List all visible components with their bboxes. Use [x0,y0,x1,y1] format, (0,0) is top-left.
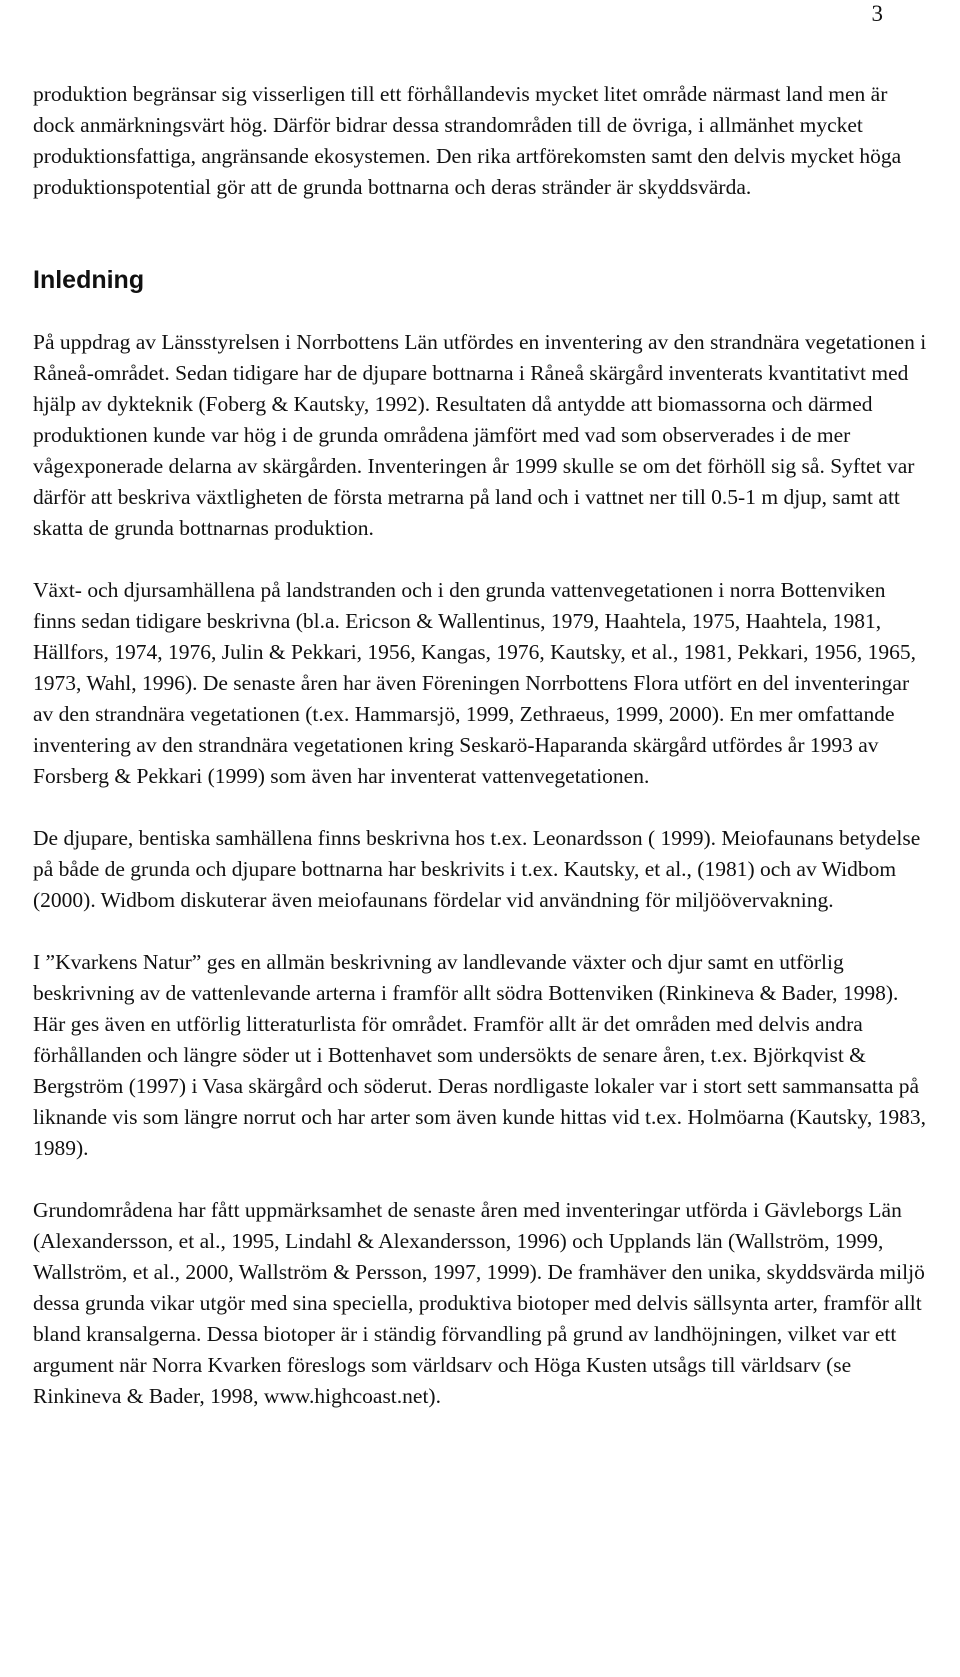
section-heading-inledning: Inledning [33,266,145,294]
paragraph-benthic-communities: De djupare, bentiska samhällena finns beskrivna hos t.ex. Leonardsson ( 1999). Meiofaunans betydelse på både de grunda och djupare bottnarna har beskrivits i t.ex. Kautsky, et al., (1981) och av Widbom (2000). Widbom diskuterar även meiofaunans fördelar vid användning för miljöövervakning. [33,826,921,912]
paragraph-kvarkens-natur: I ”Kvarkens Natur” ges en allmän beskrivning av landlevande växter och djur samt en utförlig beskrivning av de vattenlevande arterna i framför allt södra Bottenviken (Rinkineva & Bader, 1998). Här ges även en utförlig litteraturlista för området. Framför allt är det områden med delvis andra förhållanden och längre söder ut i Bottenhavet som undersökts de senare åren, t.ex. Björkqvist & Bergström (1997) i Vasa skärgård och söderut. Deras nordligaste lokaler var i stort sett sammansatta på liknande vis som längre norrut och har arter som även kunde hittas vid t.ex. Holmöarna (Kautsky, 1983, 1989). [33,950,927,1160]
paragraph-intro-continuation: produktion begränsar sig visserligen till ett förhållandevis mycket litet område närmast land men är dock anmärkningsvärt hög. Därför bidrar dessa strandområden till de övriga, i allmänhet mycket produktionsfattiga, angränsande ekosystemen. Den rika artförekomsten samt den delvis mycket höga produktionspotential gör att de grunda bottnarna och deras stränder är skyddsvärda. [33,82,902,199]
page-number: 3 [871,1,883,26]
paragraph-previous-descriptions: Växt- och djursamhällena på landstranden och i den grunda vattenvegetationen i norra Bottenviken finns sedan tidigare beskrivna (bl.a. Ericson & Wallentinus, 1979, Haahtela, 1975, Haahtela, 1981, Hällfors, 1974, 1976, Julin & Pekkari, 1956, Kangas, 1976, Kautsky, et al., 1981, Pekkari, 1956, 1965, 1973, Wahl, 1996). De senaste åren har även Föreningen Norrbottens Flora utfört en del inventeringar av den strandnära vegetationen (t.ex. Hammarsjö, 1999, Zethraeus, 1999, 2000). En mer omfattande inventering av den strandnära vegetationen kring Seskarö-Haparanda skärgård utfördes år 1993 av Forsberg & Pekkari (1999) som även har inventerat vattenvegetationen. [33,578,916,788]
paragraph-assignment: På uppdrag av Länsstyrelsen i Norrbottens Län utfördes en inventering av den strandnära vegetationen i Råneå-området. Sedan tidigare har de djupare bottnarna i Råneå skärgård inventerats kvantitativt med hjälp av dykteknik (Foberg & Kautsky, 1992). Resultaten då antydde att biomassorna och därmed produktionen kunde var hög i de grunda områdena jämfört med vad som observerades i de mer vågexponerade delarna av skärgården. Inventeringen år 1999 skulle se om det förhöll sig så. Syftet var därför att beskriva växtligheten de första metrarna på land och i vattnet ner till 0.5-1 m djup, samt att skatta de grunda bottnarnas produktion. [33,330,927,540]
paragraph-shallow-areas: Grundområdena har fått uppmärksamhet de senaste åren med inventeringar utförda i Gävleborgs Län (Alexandersson, et al., 1995, Lindahl & Alexandersson, 1996) och Upplands län (Wallström, 1999, Wallström, et al., 2000, Wallström & Persson, 1997, 1999). De framhäver den unika, skyddsvärda miljö dessa grunda vikar utgör med sina speciella, produktiva biotoper med delvis sällsynta arter, framför allt bland kransalgerna. Dessa biotoper är i ständig förvandling på grund av landhöjningen, vilket var ett argument när Norra Kvarken föreslogs som världsarv och Höga Kusten utsågs till världsarv (se Rinkineva & Bader, 1998, www.highcoast.net). [33,1198,925,1408]
document-body [33,79,933,1412]
